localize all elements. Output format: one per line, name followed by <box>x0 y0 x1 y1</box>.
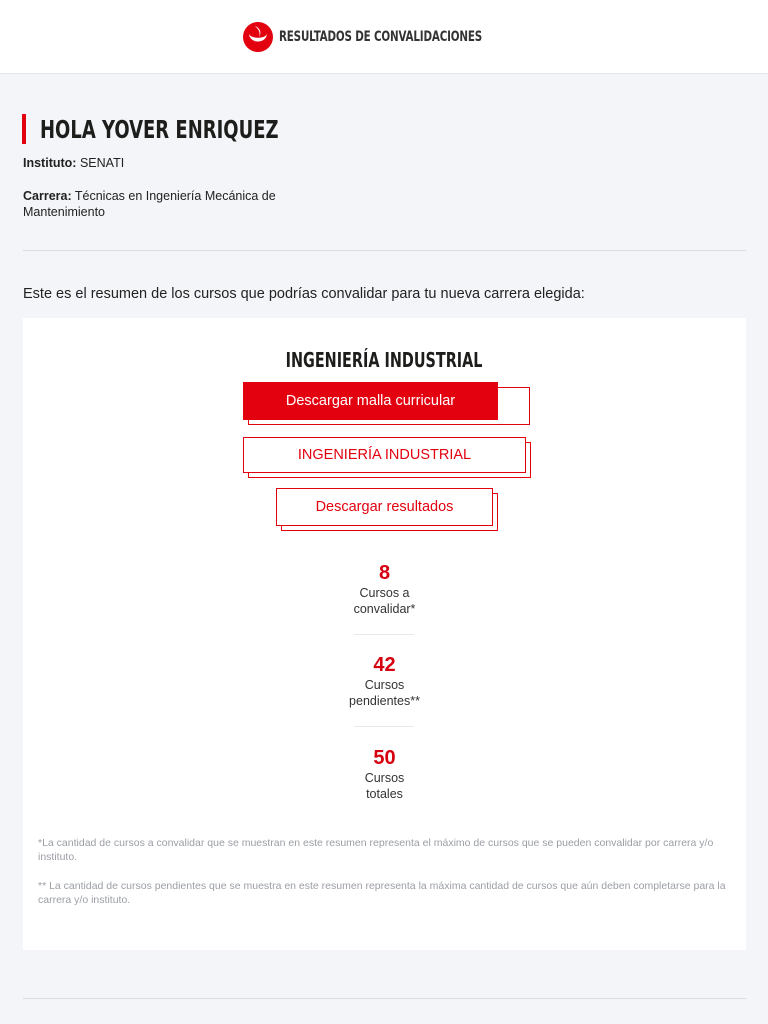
upc-logo-icon <box>241 20 275 54</box>
footnote-validate: *La cantidad de cursos a convalidar que se muestran en este resumen representa el máximo de cursos que se pueden convalidar por carrera y/o instituto. <box>38 837 714 863</box>
stat-divider <box>354 726 414 727</box>
greeting-accent-bar <box>22 114 26 144</box>
institute-label: Instituto: <box>23 156 77 170</box>
download-curriculum-button[interactable]: Descargar malla curricular <box>243 382 498 420</box>
stat-label: Cursos <box>364 678 405 692</box>
institute-info <box>23 155 124 171</box>
stat-label: Cursos a <box>359 586 410 600</box>
page-title: RESULTADOS DE CONVALIDACIONES <box>279 28 483 45</box>
footnote-pending: ** La cantidad de cursos pendientes que se muestra en este resumen representa la máxima cantidad de cursos que aún deben completarse para la carrera y/o instituto. <box>38 880 726 906</box>
stat-label: convalidar* <box>353 602 416 616</box>
stat-label: pendientes** <box>349 694 420 708</box>
stat-value: 42 <box>373 654 396 676</box>
career-info <box>23 188 313 220</box>
stat-value: 50 <box>373 747 396 769</box>
institute-value: SENATI <box>79 156 125 170</box>
career-title <box>23 348 746 372</box>
bottom-divider <box>23 998 746 999</box>
greeting <box>22 113 338 145</box>
stat-total-courses <box>23 746 746 802</box>
download-curriculum-wrap <box>243 382 530 426</box>
career-select-button[interactable]: INGENIERÍA INDUSTRIAL <box>243 437 526 473</box>
top-header <box>0 0 768 74</box>
greeting-name: HOLA YOVER ENRIQUEZ <box>40 114 279 144</box>
stat-value: 8 <box>378 562 391 584</box>
results-card <box>23 318 746 950</box>
section-divider <box>23 250 746 251</box>
career-title-text: INGENIERÍA INDUSTRIAL <box>286 348 483 372</box>
stat-pending-courses <box>23 653 746 709</box>
stat-label: totales <box>366 787 403 801</box>
stat-divider <box>354 634 414 635</box>
stat-label: Cursos <box>364 771 405 785</box>
summary-intro: Este es el resumen de los cursos que podrías convalidar para tu nueva carrera elegida: <box>23 286 585 302</box>
career-select-wrap <box>243 437 531 479</box>
stat-courses-to-validate <box>23 561 746 617</box>
download-results-wrap <box>276 488 498 532</box>
career-label: Carrera: <box>23 189 72 203</box>
career-value: Técnicas en Ingeniería Mecánica de Mantenimiento <box>23 189 276 219</box>
download-results-button[interactable]: Descargar resultados <box>276 488 493 526</box>
